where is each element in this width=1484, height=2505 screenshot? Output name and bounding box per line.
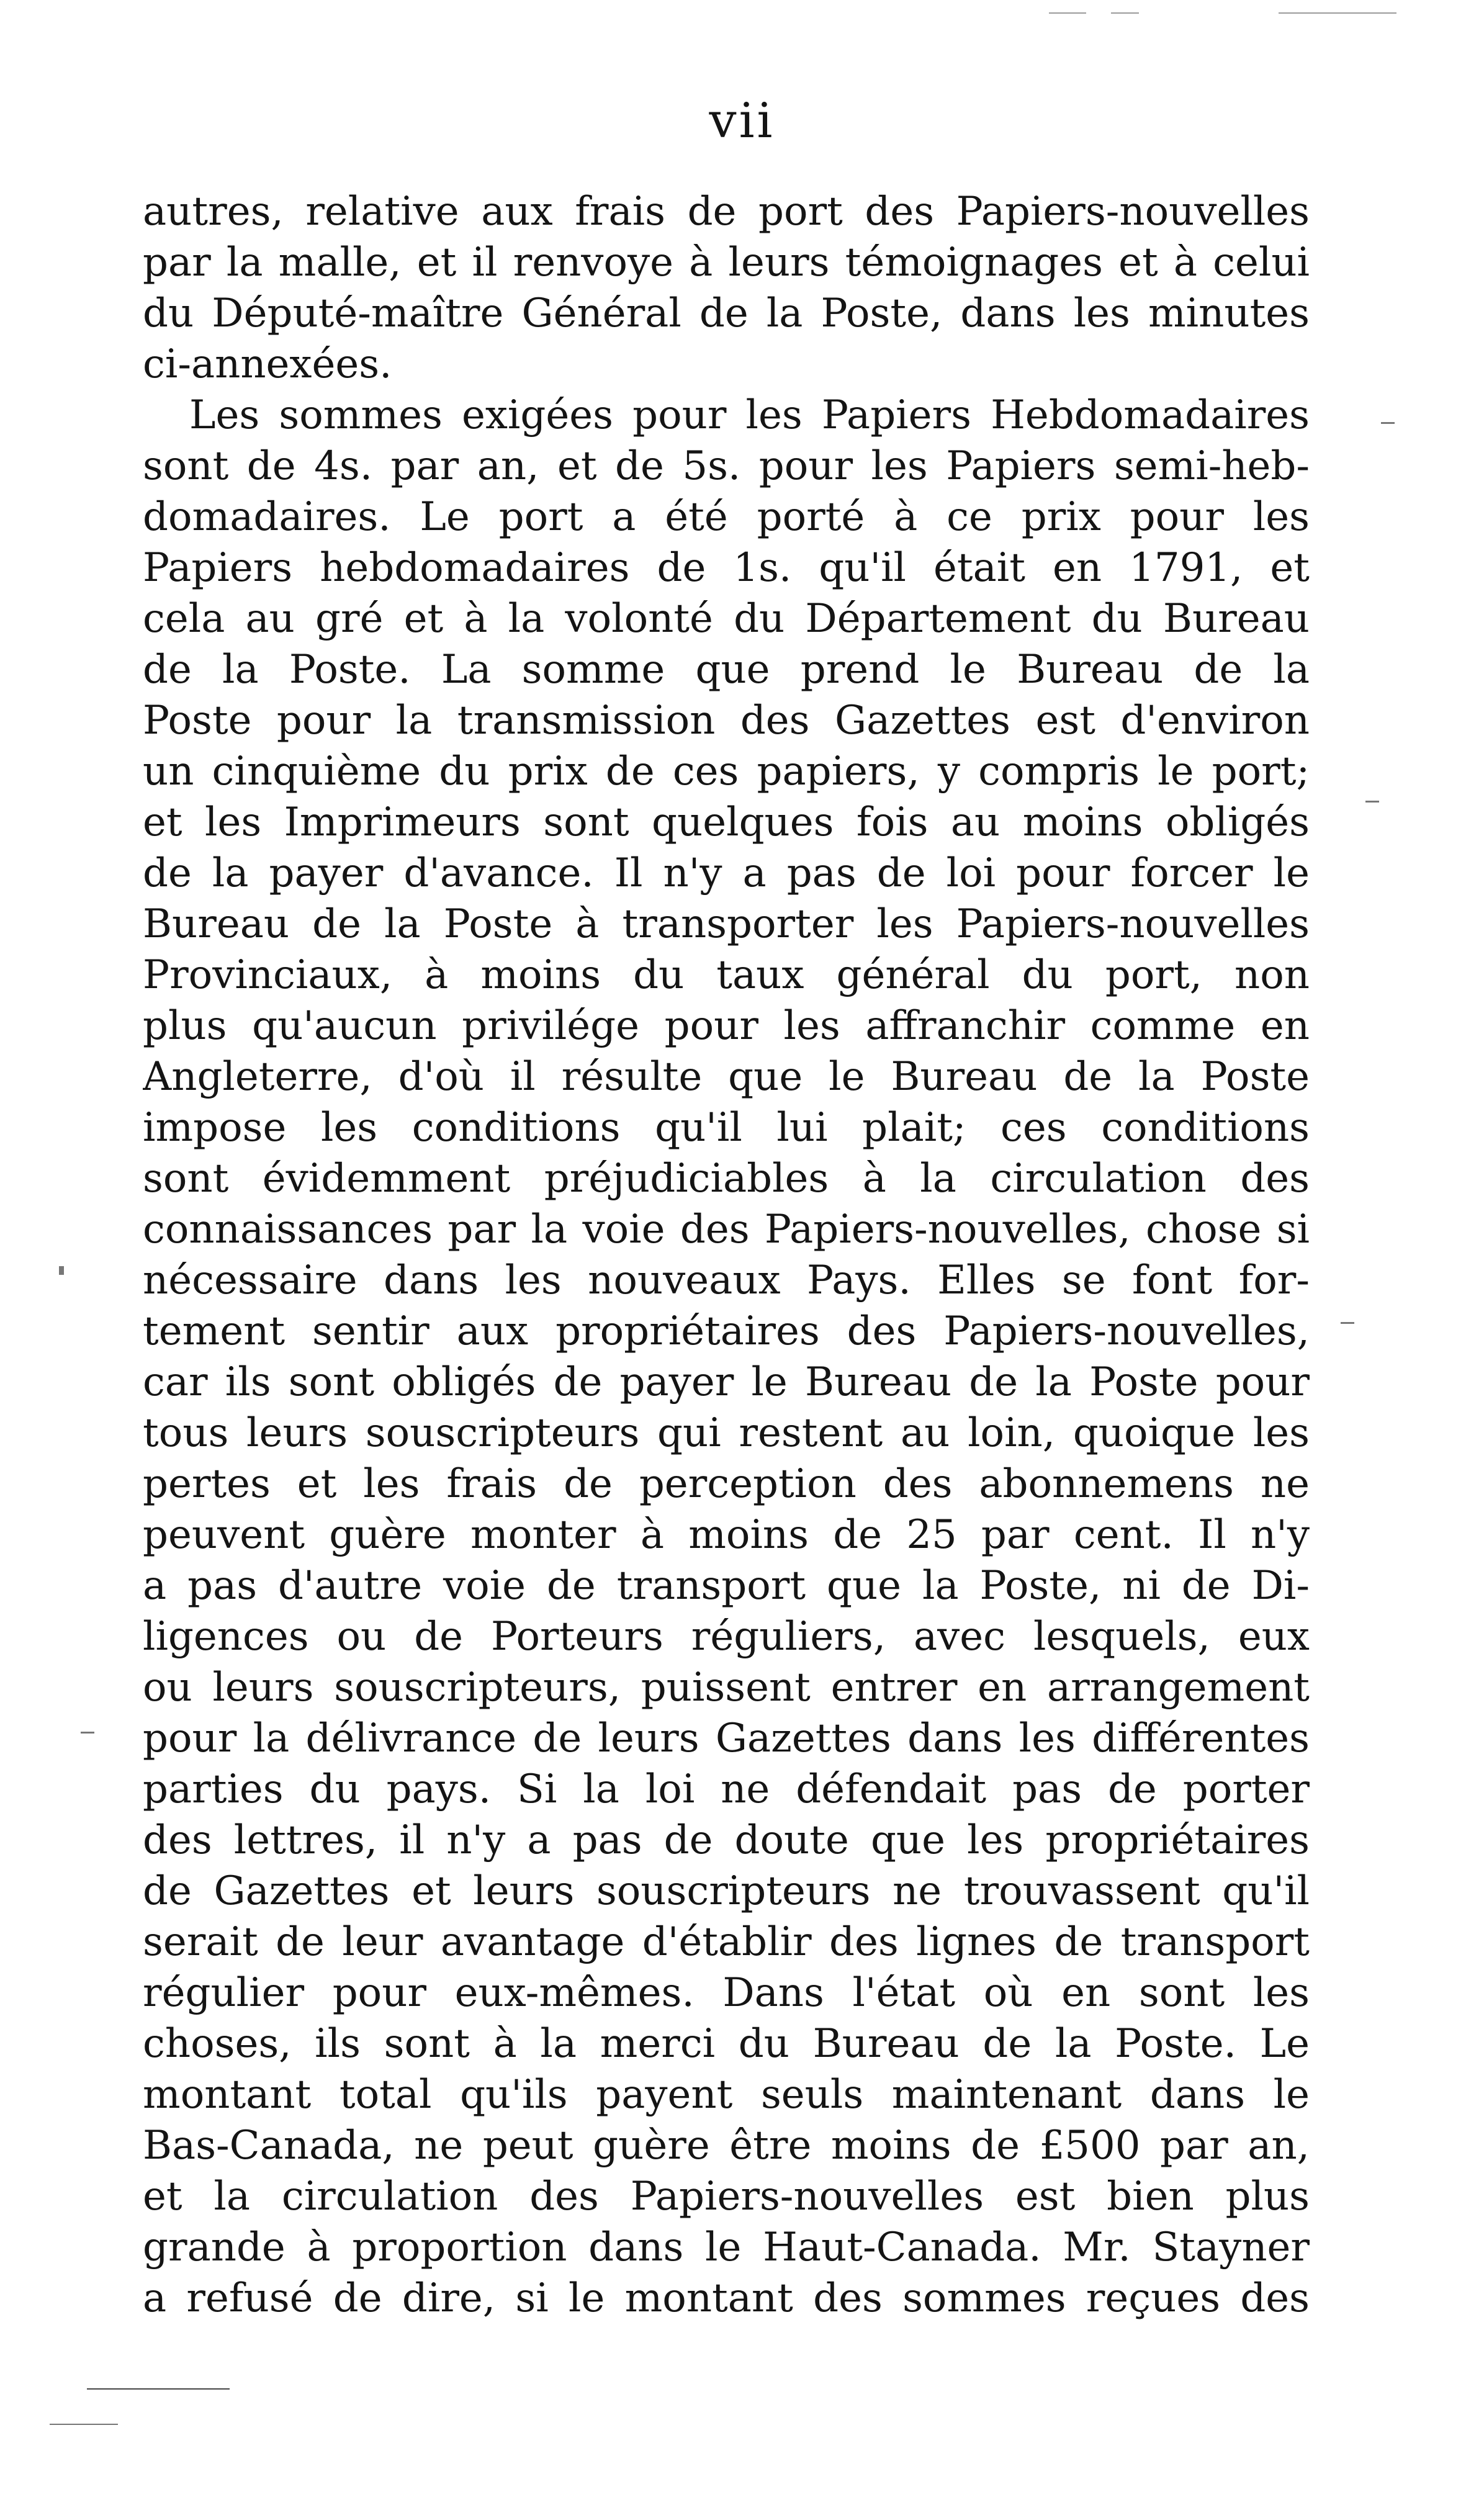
text-line: de la payer d'avance. Il n'y a pas de loi pour forcer le xyxy=(143,850,1310,896)
text-line: ou leurs souscripteurs, puissent entrer en arrangement xyxy=(143,1665,1310,1711)
text-line: Bureau de la Poste à transporter les Papiers-nouvelles xyxy=(143,901,1310,947)
text-line: impose les conditions qu'il lui plait; ces conditions xyxy=(143,1105,1310,1151)
bottom-rule xyxy=(87,2388,230,2390)
top-edge-mark xyxy=(1049,12,1086,14)
text-line: tous leurs souscripteurs qui restent au loin, quoique les xyxy=(143,1410,1310,1456)
text-line: car ils sont obligés de payer le Bureau de la Poste pour xyxy=(143,1359,1310,1405)
text-line: des lettres, il n'y a pas de doute que les propriétaires xyxy=(143,1817,1310,1863)
text-line: choses, ils sont à la merci du Bureau de la Poste. Le xyxy=(143,2021,1310,2067)
margin-mark xyxy=(1341,1322,1354,1324)
text-line: tement sentir aux propriétaires des Papiers-nouvelles, xyxy=(143,1308,1310,1354)
bottom-rule xyxy=(50,2424,118,2425)
text-line: Angleterre, d'où il résulte que le Bureau de la Poste xyxy=(143,1054,1310,1100)
text-line: autres, relative aux frais de port des Papiers-nouvelles xyxy=(143,189,1310,235)
margin-mark xyxy=(1365,801,1379,803)
text-line: montant total qu'ils payent seuls maintenant dans le xyxy=(143,2072,1310,2118)
text-line: et les Imprimeurs sont quelques fois au moins obligés xyxy=(143,799,1310,845)
text-line: pertes et les frais de perception des abonnemens ne xyxy=(143,1461,1310,1507)
text-line: ligences ou de Porteurs réguliers, avec lesquels, eux xyxy=(143,1614,1310,1660)
text-line: Provinciaux, à moins du taux général du port, non xyxy=(143,952,1310,998)
text-line: Bas-Canada, ne peut guère être moins de £500 par an, xyxy=(143,2123,1310,2169)
text-line: serait de leur avantage d'établir des lignes de transport xyxy=(143,1919,1310,1965)
margin-mark xyxy=(81,1732,94,1734)
body-text xyxy=(143,186,1310,2324)
text-line: nécessaire dans les nouveaux Pays. Elles se font for- xyxy=(143,1257,1310,1303)
text-line: de la Poste. La somme que prend le Bureau de la xyxy=(143,647,1310,693)
text-line: domadaires. Le port a été porté à ce prix pour les xyxy=(143,494,1310,540)
text-line: par la malle, et il renvoye à leurs témoignages et à celui xyxy=(143,240,1310,286)
text-line: pour la délivrance de leurs Gazettes dans les différentes xyxy=(143,1716,1310,1761)
text-line: sont évidemment préjudiciables à la circulation des xyxy=(143,1156,1310,1202)
top-edge-mark xyxy=(1111,12,1139,14)
text-line: grande à proportion dans le Haut-Canada. Mr. Stayner xyxy=(143,2224,1310,2270)
margin-mark xyxy=(59,1266,64,1275)
text-line: Papiers hebdomadaires de 1s. qu'il était en 1791, et xyxy=(143,545,1310,591)
text-line: de Gazettes et leurs souscripteurs ne trouvassent qu'il xyxy=(143,1868,1310,1914)
margin-mark xyxy=(1381,422,1395,424)
text-line: du Député-maître Général de la Poste, dans les minutes xyxy=(143,290,1310,336)
text-line: et la circulation des Papiers-nouvelles est bien plus xyxy=(143,2174,1310,2219)
text-line: sont de 4s. par an, et de 5s. pour les Papiers semi-heb- xyxy=(143,443,1310,489)
text-line: ci-annexées. xyxy=(143,341,392,387)
text-line: plus qu'aucun privilége pour les affranchir comme en xyxy=(143,1003,1310,1049)
text-line: peuvent guère monter à moins de 25 par cent. Il n'y xyxy=(143,1512,1310,1558)
text-line: cela au gré et à la volonté du Département du Bureau xyxy=(143,596,1310,642)
top-edge-mark xyxy=(1279,12,1396,14)
text-line: parties du pays. Si la loi ne défendait pas de porter xyxy=(143,1766,1310,1812)
text-line: a refusé de dire, si le montant des sommes reçues des xyxy=(143,2275,1310,2321)
text-line: a pas d'autre voie de transport que la Poste, ni de Di- xyxy=(143,1563,1310,1609)
text-line: régulier pour eux-mêmes. Dans l'état où en sont les xyxy=(143,1970,1310,2016)
page-number: vii xyxy=(709,93,775,149)
text-line: Poste pour la transmission des Gazettes est d'environ xyxy=(143,698,1310,744)
text-line: un cinquième du prix de ces papiers, y compris le port; xyxy=(143,749,1310,794)
paragraph-first-line: Les sommes exigées pour les Papiers Hebdomadaires xyxy=(189,392,1310,438)
text-line: connaissances par la voie des Papiers-nouvelles, chose si xyxy=(143,1207,1310,1252)
